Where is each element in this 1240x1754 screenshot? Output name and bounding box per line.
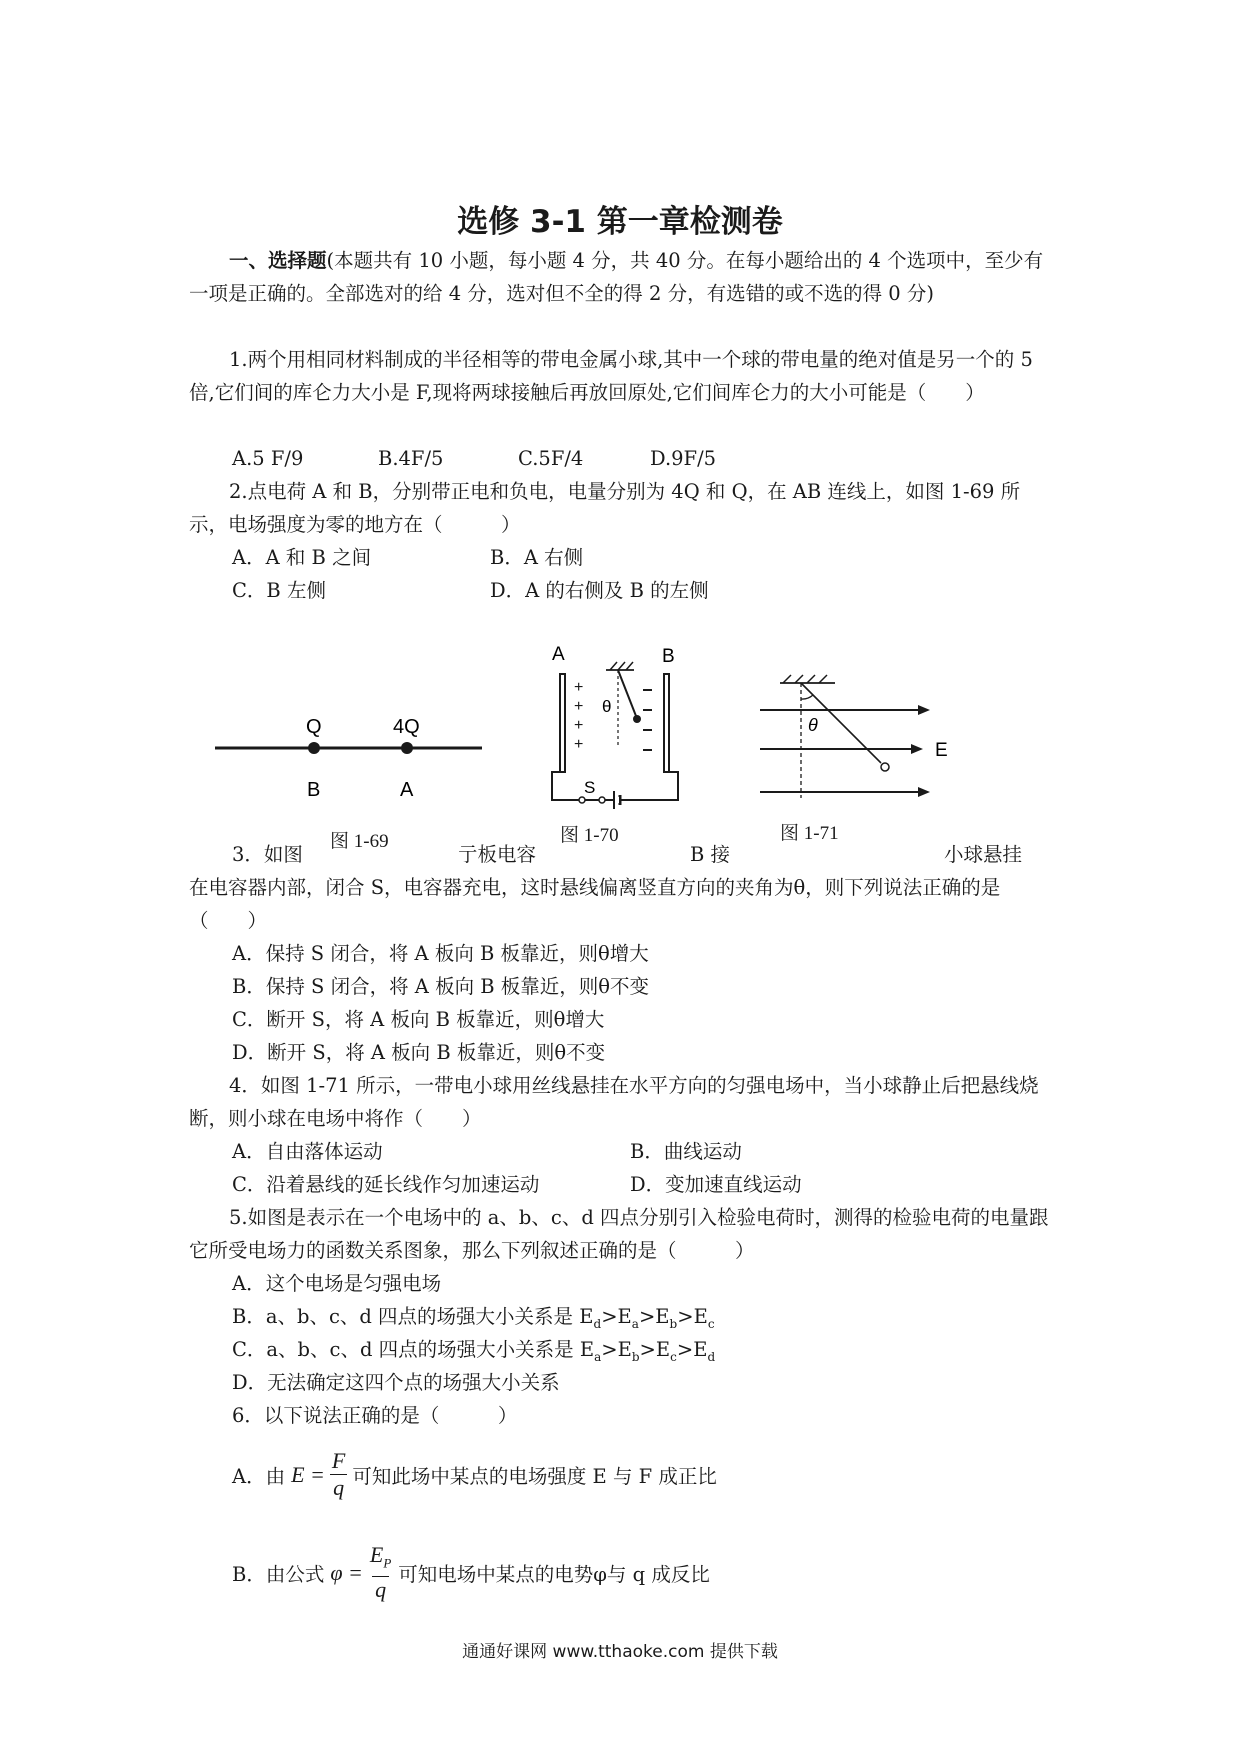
q6-option-a-fraction [329, 1448, 348, 1501]
field-arrowheads [911, 705, 930, 797]
battery-gap [615, 797, 619, 803]
section-instructions: (本题共有 10 小题，每小题 4 分，共 40 分。在每小题给出的 4 个选项中，至少有一项是正确的。全部选对的给 4 分，选对但不全的得 2 分，有选错的或不选的得 0 分) [189, 249, 1044, 305]
question-4-stem: 4．如图 1-71 所示，一带电小球用丝线悬挂在水平方向的匀强电场中，当小球静止后把悬线烧断，则小球在电场中将作（ ） [189, 1074, 1039, 1130]
q6-option-b-lhs: φ = [330, 1559, 363, 1585]
q2-option-c: C．B 左侧 [232, 579, 326, 602]
q4-option-c: C．沿着悬线的延长线作匀加速运动 [232, 1173, 540, 1196]
figure-1-70 [540, 640, 690, 810]
fraction-numerator: F [331, 1448, 346, 1473]
ceiling-hatch [783, 675, 827, 683]
q6-option-a-suffix: 可知此场中某点的电场强度 E 与 F 成正比 [352, 1464, 717, 1488]
page-footer: 通通好课网 www.tthaoke.com 提供下载 [462, 1642, 778, 1662]
q5-option-a: A．这个电场是匀强电场 [232, 1272, 442, 1295]
q1-option-b: B.4F/5 [378, 447, 444, 470]
question-2-stem: 2.点电荷 A 和 B，分别带正电和负电，电量分别为 4Q 和 Q，在 AB 连线上，如图 1-69 所示，电场强度为零的地方在（ ） [189, 480, 1021, 536]
label-b: B [307, 779, 321, 801]
q3-line1-part3: B 接 [690, 843, 731, 866]
plate-a [560, 674, 565, 772]
section-label: 一、选择题 [229, 249, 327, 272]
q6-option-b [232, 1542, 710, 1603]
suspension-thread [618, 670, 636, 716]
fraction-numerator [367, 1542, 394, 1576]
figure-1-69-caption: 图 1-69 [330, 831, 389, 852]
plus-charges [574, 679, 583, 753]
q3-line1-part1: 3．如图 [232, 843, 303, 866]
q3-option-c: C．断开 S，将 A 板向 B 板靠近，则θ增大 [232, 1008, 605, 1031]
question-5-stem: 5.如图是表示在一个电场中的 a、b、c、d 四点分别引入检验电荷时，测得的检验电荷的电量跟它所受电场力的函数关系图象，那么下列叙述正确的是（ ） [189, 1206, 1049, 1262]
page-title: 选修 3-1 第一章检测卷 [457, 204, 783, 240]
angle-arc [801, 695, 813, 699]
figure-1-70-caption: 图 1-70 [560, 825, 619, 846]
q1-option-d: D.9F/5 [650, 447, 717, 470]
switch-contact-right [599, 797, 605, 803]
q5-option-d: D．无法确定这四个点的场强大小关系 [232, 1371, 560, 1394]
q2-option-d: D．A 的右侧及 B 的左侧 [490, 579, 709, 602]
switch-label: S [584, 778, 596, 797]
q3-option-b: B．保持 S 闭合，将 A 板向 B 板靠近，则θ不变 [232, 975, 650, 998]
q2-option-b: B．A 右侧 [490, 546, 584, 569]
label-4q: 4Q [393, 716, 420, 738]
q6-option-a-prefix: A．由 [232, 1464, 286, 1488]
question-3-stem-rest: 在电容器内部，闭合 S，电容器充电，这时悬线偏离竖直方向的夹角为θ，则下列说法正确的是（ ） [189, 876, 1001, 932]
svg-text:+: + [574, 698, 584, 715]
q6-option-a [232, 1448, 717, 1501]
minus-charges [643, 690, 652, 750]
q3-line1-part2: 亍板电容 [458, 843, 537, 866]
numerator-subscript: P [383, 1555, 392, 1571]
charge-b-dot [308, 742, 320, 754]
question-6-stem: 6．以下说法正确的是（ ） [232, 1404, 518, 1427]
q5-option-b-relation: $E_d>E_a>E_b>E_c$ [579, 1305, 715, 1331]
q3-option-d: D．断开 S，将 A 板向 B 板靠近，则θ不变 [232, 1041, 606, 1064]
q6-option-b-suffix: 可知电场中某点的电势φ与 q 成反比 [398, 1562, 710, 1586]
fraction-denominator: q [330, 1474, 347, 1501]
label-a: A [400, 779, 414, 801]
q5-option-b-text: B．a、b、c、d 四点的场强大小关系是 [232, 1305, 580, 1328]
svg-text:+: + [574, 717, 584, 734]
field-lines [760, 710, 923, 792]
numerator-e: E [369, 1542, 384, 1567]
field-e-label: E [935, 740, 948, 761]
plate-b-label: B [662, 646, 675, 667]
section-intro [189, 244, 1059, 310]
figure-1-69 [210, 700, 490, 810]
q3-option-a: A．保持 S 闭合，将 A 板向 B 板靠近，则θ增大 [232, 942, 649, 965]
q4-option-a: A．自由落体运动 [232, 1140, 383, 1163]
figure-1-71-caption: 图 1-71 [780, 823, 839, 844]
q5-option-c-relation: $E_a>E_b>E_c>E_d$ [579, 1338, 716, 1364]
switch-contact-left [579, 797, 585, 803]
charge-a-dot [401, 742, 413, 754]
q6-option-b-prefix: B．由公式 [232, 1562, 325, 1586]
fraction-denominator: q [372, 1576, 389, 1603]
charged-ball [881, 763, 889, 771]
ceiling-hatch [610, 662, 633, 670]
q4-option-d: D．变加速直线运动 [630, 1173, 802, 1196]
svg-text:+: + [574, 736, 584, 753]
q1-option-c: C.5F/4 [518, 447, 584, 470]
q2-option-a: A．A 和 B 之间 [232, 546, 372, 569]
charged-ball [633, 715, 641, 723]
svg-text:+: + [574, 679, 584, 696]
plate-a-label: A [552, 644, 565, 665]
q6-option-b-fraction [367, 1542, 394, 1603]
q4-option-b: B．曲线运动 [630, 1140, 742, 1163]
figure-1-71 [755, 665, 965, 805]
q3-line1-part4: 小球悬挂 [944, 843, 1023, 866]
plate-b [664, 674, 669, 772]
angle-theta-label: θ [808, 715, 818, 735]
q6-option-a-lhs: E = [291, 1461, 325, 1487]
q5-option-c-text: C．a、b、c、d 四点的场强大小关系是 [232, 1338, 580, 1361]
label-q: Q [306, 716, 322, 738]
question-1-stem: 1.两个用相同材料制成的半径相等的带电金属小球,其中一个球的带电量的绝对值是另一个的 5 倍,它们间的库仑力大小是 F,现将两球接触后再放回原处,它们间库仑力的大小可能是（ ） [189, 348, 1033, 404]
angle-theta-label: θ [602, 697, 612, 716]
q1-option-a: A.5 F/9 [232, 447, 304, 470]
